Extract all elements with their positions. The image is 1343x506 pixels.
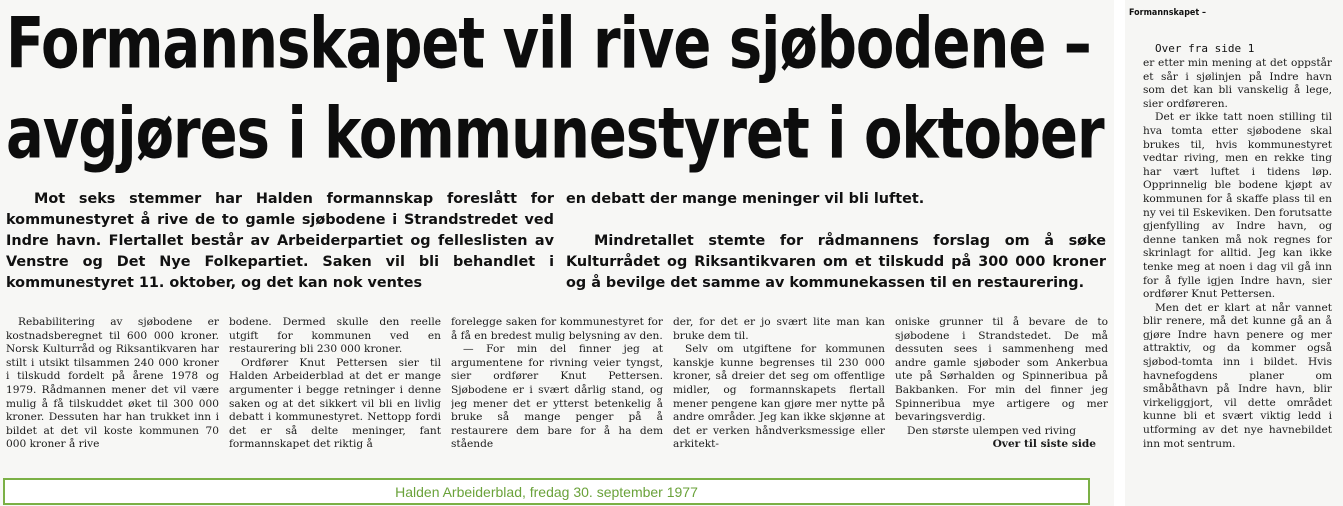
headline-line-2: avgjøres i kommunestyret i oktober — [6, 93, 1104, 175]
caption-text: Halden Arbeiderblad, fredag 30. september 1977 — [395, 483, 698, 500]
ingress-left-text: Mot seks stemmer har Halden formannskap foreslått for kommunestyret å rive de to gamle sjøbodene i Strandstredet ved Indre havn. Flertallet består av Arbeiderpartiet og felleslisten av Venstre og Det Nye Folkepartiet. Saken vil bli behandlet i kommunestyret 11. oktober, og det kan nok ventes — [6, 191, 554, 291]
column-3-text-1: forelegge saken for kommunestyret for å få en bredest mulig belysning av den. — [451, 316, 663, 342]
continuation-subhead: Over fra side 1 — [1155, 42, 1255, 55]
column-2-text-2: Ordfører Knut Pettersen sier til Halden Arbeiderblad at det er mange argumenter i begge retninger i denne saken og at det sikkert vil bli en livlig debatt i kommunestyret. Nettopp fordi det er så delte meninger, fant formannskapet det riktig å — [229, 356, 441, 451]
ingress-left — [6, 189, 554, 294]
column-5-text-1: oniske grunner til å bevare de to sjøbodene i Strandstedet. De må dessuten sees i sammenheng med andre gamle sjøboder som Ankerbua ute på Sørhalden og Spinneribua på Bakbanken. For min del finner jeg Spinneribua mye artigere og mer bevaringsverdig. — [895, 316, 1108, 424]
continuation-text-1: er etter min mening at det oppstår et sår i sjølinjen på Indre havn som det kan bli vanskelig å lege, sier ordføreren. — [1143, 57, 1332, 110]
continuation-text-3: Men det er klart at når vannet blir renere, må det kunne gå an å gjøre Indre havn penere og mer attraktiv, og da kommer også sjøbod-tomta inn i bildet. Hvis havnefogdens planer om småbåthavn på Indre havn, blir virkeliggjort, vil dette området kunne bli et svært viktig ledd i utforming av det nye havnebildet inn mot sentrum. — [1143, 301, 1332, 450]
ingress-right-text-2: Mindretallet stemte for rådmannens forslag om å søke Kulturrådet og Riksantikvaren om et tilskudd på 300 000 kroner og å bevilge det samme av kommunekassen til en restaurering. — [566, 233, 1106, 291]
ingress-right-text-1: en debatt der mange meninger vil bli luftet. — [566, 191, 925, 207]
continuation-body — [1143, 57, 1332, 497]
column-3-text-2: — For min del finner jeg at argumentene for rivning veier tyngst, sier ordfører Knut Pettersen. Sjøbodene er i svært dårlig stand, og jeg mener det er ytterst betenkelig å bruke så mange penger på å restaurere dem bare for å ha dem stående — [451, 343, 663, 451]
continuation-text-2: Det er ikke tatt noen stilling til hva tomta etter sjøbodene skal brukes til, hvis kommunestyret vedtar riving, men en rekke ting har vært luftet i tidens løp. Opprinnelig ble bodene kjøpt av kommunen for å skaffe plass til en ny vei til Eskeviken. Den forutsatte gjenfylling av Indre havn, og denne tanken må nok regnes for skrinlagt for alltid. Jeg kan ikke tenke meg at noen i dag vil gå inn for å fylle igjen Indre havn, sier ordfører Knut Pettersen. — [1143, 111, 1332, 301]
column-1-text: Rebabilitering av sjøbodene er kostnadsberegnet til 600 000 kroner. Norsk Kulturråd og Riksantikvaren har stilt i utsikt tilsammen 240 000 kroner i tilskudd fordelt på årene 1978 og 1979. Rådmannen mener det vil være mulig å få tilskuddet øket til 300 000 kroner. Dessuten har han trukket inn i bildet at det vil koste kommunen 70 000 kroner å rive — [6, 316, 219, 451]
body-column-3 — [451, 316, 663, 476]
ingress-right — [566, 189, 1106, 294]
caption-box — [3, 478, 1090, 505]
continued-note: Over til siste side — [992, 438, 1096, 451]
body-column-5 — [895, 316, 1108, 476]
body-column-4 — [673, 316, 885, 476]
continuation-clipping — [1125, 0, 1343, 506]
column-2-text-1: bodene. Dermed skulle den reelle utgift for kommunen ved en restaurering bli 230 000 kroner. — [229, 316, 441, 356]
column-4-text-2: Selv om utgiftene for kommunen kanskje kunne begrenses til 230 000 kroner, så dreier det seg om offentlige midler, og formannskapets flertall mener pengene kan gjøre mer nytte på andre områder. Jeg kan ikke skjønne at det er verken håndverksmessige eller arkitekt- — [673, 343, 885, 451]
body-column-2 — [229, 316, 441, 476]
column-4-text-1: der, for det er jo svært lite man kan bruke dem til. — [673, 316, 885, 342]
continuation-headline: Formannskapet – — [1129, 6, 1206, 18]
headline-line-1: Formannskapet vil rive sjøbodene – — [6, 3, 1091, 85]
column-5-text-2: Den største ulempen ved riving — [907, 424, 1077, 437]
body-column-1 — [6, 316, 219, 476]
